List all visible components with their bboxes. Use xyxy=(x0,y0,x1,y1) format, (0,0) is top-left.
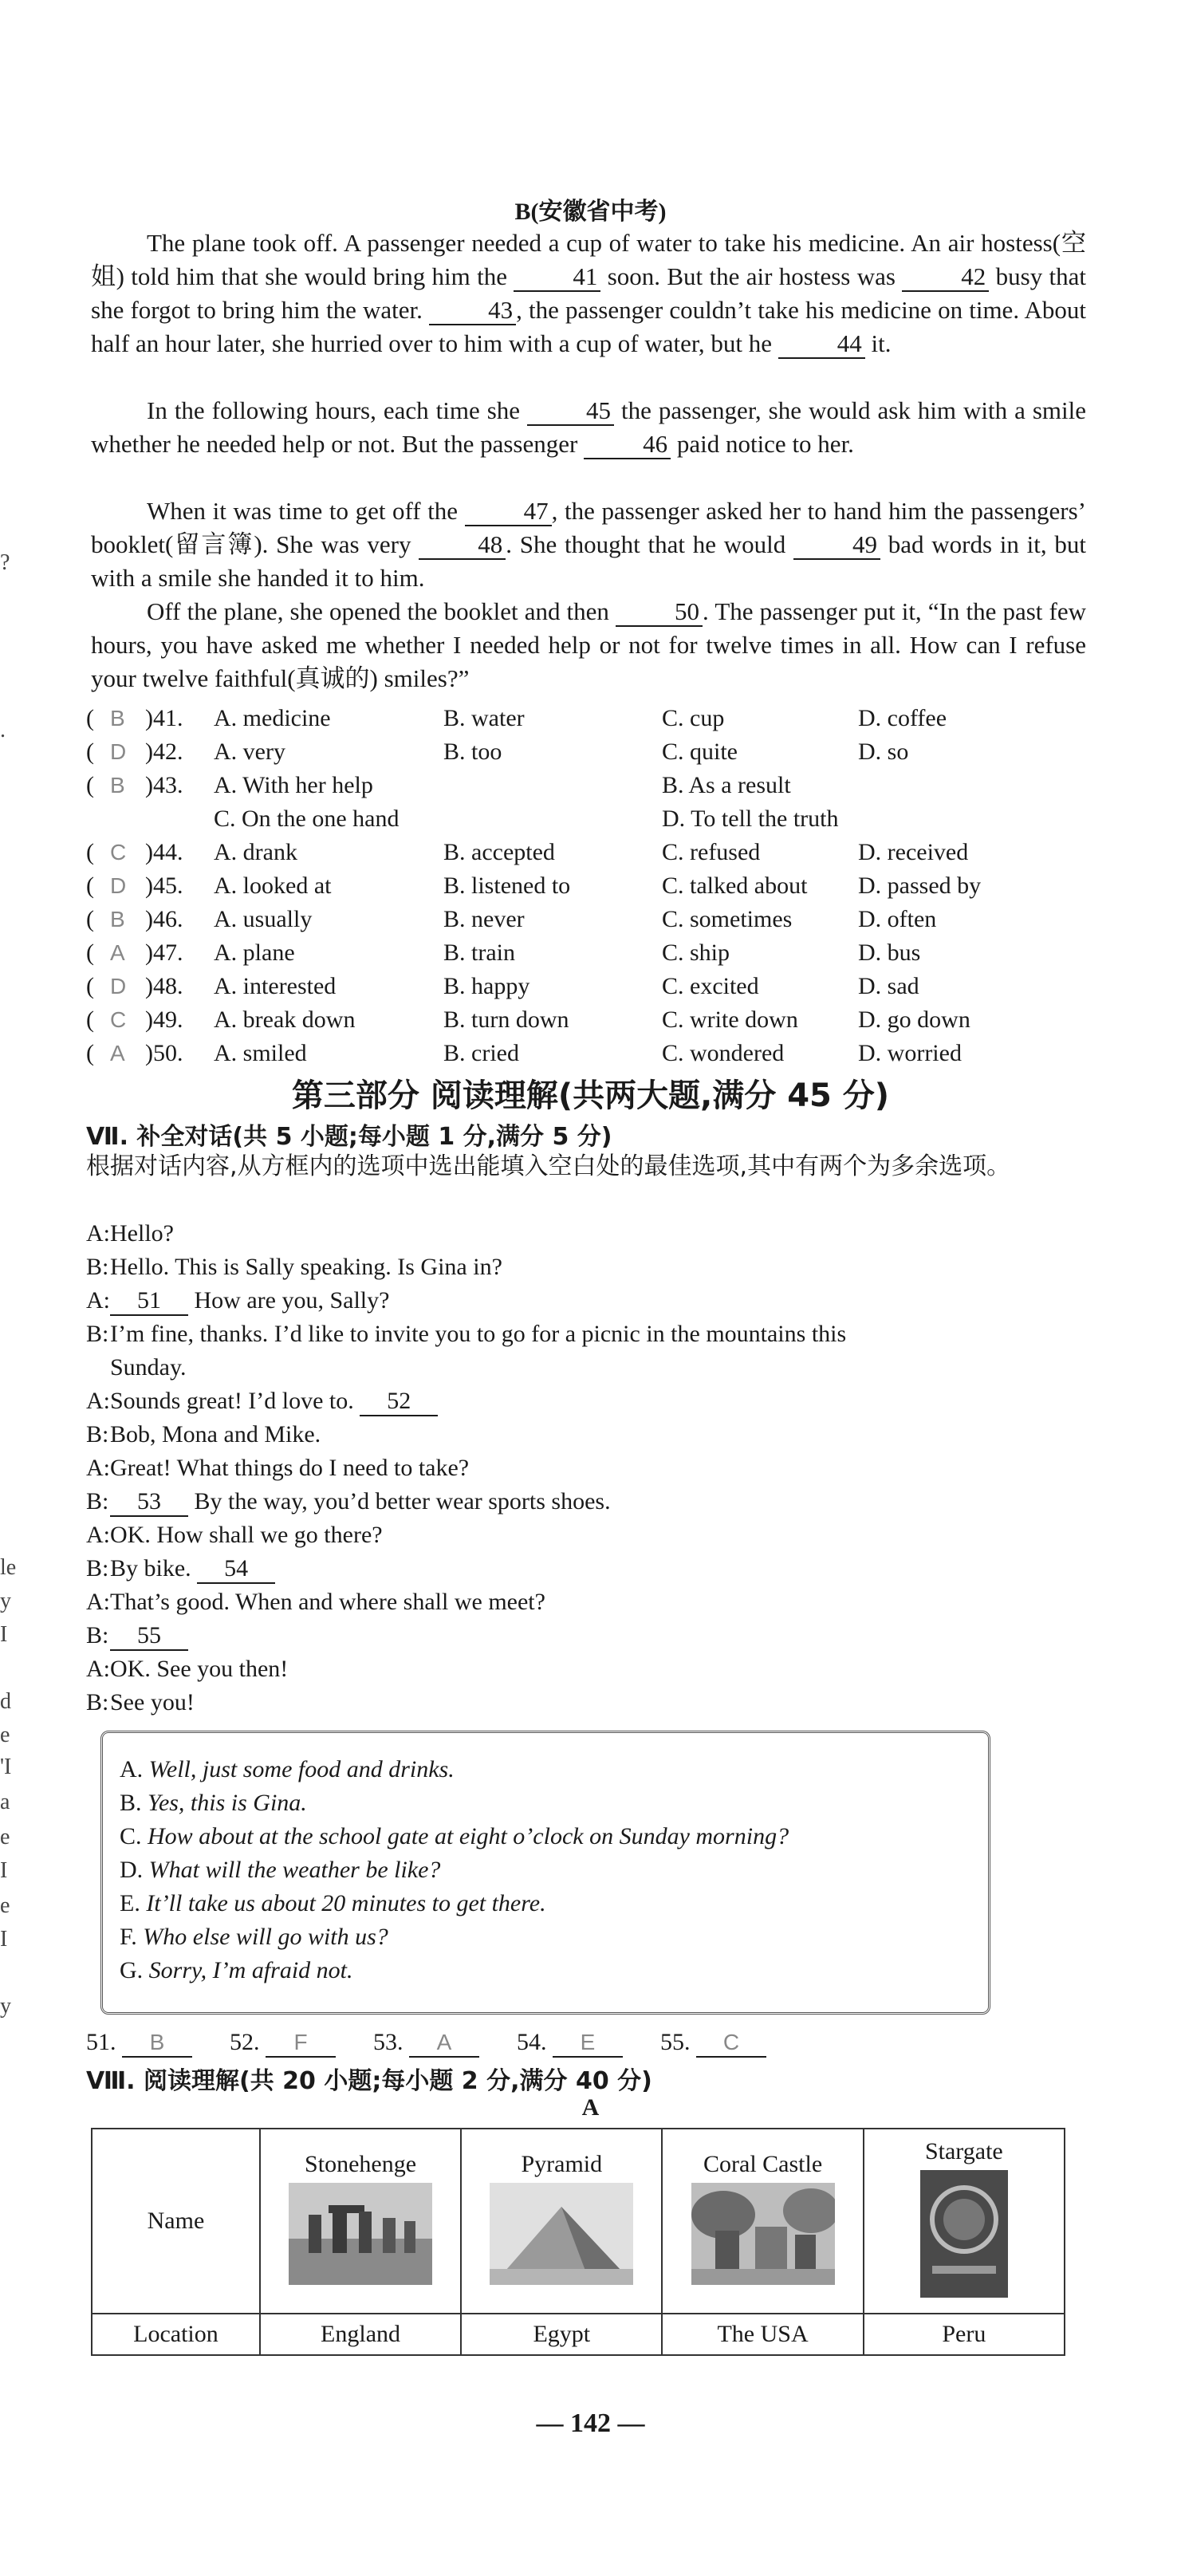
question-number: )41. xyxy=(145,705,183,731)
answer-mark: E xyxy=(553,2029,623,2058)
answer-mark: D xyxy=(110,739,127,764)
dialogue-text: Hello. This is Sally speaking. Is Gina in? xyxy=(110,1254,502,1280)
site-name: Stargate xyxy=(924,2138,1003,2164)
passage-text: the passenger, she would ask him with a smile whether he needed help or not. But the passenger xyxy=(91,396,1087,458)
answer-slot xyxy=(373,2026,479,2059)
dialogue-line xyxy=(86,1619,1091,1652)
option-text: Well, just some food and drinks. xyxy=(148,1756,455,1782)
question-row xyxy=(86,869,1091,903)
option-text: What will the weather be like? xyxy=(148,1857,441,1883)
question-option-d: D. worried xyxy=(858,1040,962,1066)
question-option-a: A. smiled xyxy=(214,1040,307,1066)
row-header-location: Location xyxy=(92,2314,260,2355)
passage-text: bad words in it, but with a smile she handed it to him. xyxy=(91,530,1087,592)
question-option-d: D. received xyxy=(858,839,969,865)
question-option-c: D. To tell the truth xyxy=(662,805,839,832)
question-row xyxy=(86,836,1091,869)
site-name: Coral Castle xyxy=(703,2151,823,2177)
question-option-a: A. interested xyxy=(214,973,337,999)
margin-mark: I xyxy=(0,1858,8,1883)
speaker: B: xyxy=(86,1321,109,1347)
dialogue-text: How are you, Sally? xyxy=(188,1287,390,1314)
question-paren: ( xyxy=(86,739,94,765)
page-number: — 142 — xyxy=(536,2409,645,2438)
question-option-b: B. water xyxy=(443,705,525,731)
wonders-table xyxy=(91,2128,1065,2356)
question-row xyxy=(86,1003,1091,1037)
question-option-b: B. happy xyxy=(443,973,530,999)
option-text: Who else will go with us? xyxy=(143,1924,388,1950)
dialogue-line xyxy=(86,1385,1091,1418)
dialogue-text: See you! xyxy=(110,1689,195,1715)
question-option-d: D. go down xyxy=(858,1006,970,1033)
margin-mark: le xyxy=(0,1555,17,1580)
question-option-a: A. usually xyxy=(214,906,313,932)
dialogue-line xyxy=(86,1686,1091,1719)
question-option-b: B. accepted xyxy=(443,839,555,865)
answer-mark: C xyxy=(110,840,127,865)
question-number: )50. xyxy=(145,1040,183,1066)
answer-number: 51. xyxy=(86,2029,122,2055)
question-row xyxy=(86,970,1091,1003)
question-row xyxy=(86,735,1091,769)
question-option-c: C. ship xyxy=(662,939,730,966)
answer-slot xyxy=(517,2026,623,2059)
question-row xyxy=(86,903,1091,936)
dialogue-text: OK. See you then! xyxy=(110,1656,289,1682)
passage-paragraph-2 xyxy=(91,394,1086,461)
question-number: )47. xyxy=(145,939,183,966)
question-option-a: A. With her help xyxy=(214,772,373,798)
question-option-b: B. train xyxy=(443,939,515,966)
blank-48: 48 xyxy=(419,531,506,560)
question-option-c: C. cup xyxy=(662,705,725,731)
dialogue-line xyxy=(86,1351,1091,1385)
section-b-heading: B(安徽省中考) xyxy=(514,199,667,225)
dialogue-text: That’s good. When and where shall we meet? xyxy=(110,1589,545,1615)
answer-number: 54. xyxy=(517,2029,553,2055)
passage-text: , the passenger asked her to hand him the passengers’ booklet(留言簿). She was very xyxy=(91,497,1087,558)
speaker: A: xyxy=(86,1522,110,1548)
dialogue-line xyxy=(86,1318,1091,1351)
dialogue-text: Sunday. xyxy=(110,1354,187,1381)
speaker: A: xyxy=(86,1287,110,1314)
passage-paragraph-4 xyxy=(91,595,1086,695)
section-7-instruction: 根据对话内容,从方框内的选项中选出能填入空白处的最佳选项,其中有两个为多余选项。 xyxy=(86,1152,1011,1180)
question-row xyxy=(86,1037,1091,1070)
blank-55: 55 xyxy=(110,1622,188,1651)
question-paren: ( xyxy=(86,973,94,999)
option-key: A. xyxy=(120,1756,149,1782)
question-row xyxy=(86,702,1091,735)
answer-number: 52. xyxy=(230,2029,266,2055)
dialogue-text: Great! What things do I need to take? xyxy=(110,1455,470,1481)
margin-mark: e xyxy=(0,1723,10,1747)
passage-text: . The passenger put it, “In the past few hours, you have asked me whether I needed help or not for twelve times in all. How can I refuse your twelve faithful(真诚的) smiles?” xyxy=(91,597,1086,692)
speaker: B: xyxy=(86,1689,109,1715)
dialogue-text: I’m fine, thanks. I’d like to invite you to go for a picnic in the mountains this xyxy=(110,1321,847,1347)
section-7-title: Ⅶ. 补全对话(共 5 小题;每小题 1 分,满分 5 分) xyxy=(86,1123,612,1151)
option-key: D. xyxy=(120,1857,149,1883)
passage-a-label: A xyxy=(581,2094,600,2121)
blank-45: 45 xyxy=(527,397,614,426)
site-location: Peru xyxy=(864,2314,1065,2355)
speaker: B: xyxy=(86,1421,109,1448)
margin-mark: e xyxy=(0,1893,10,1918)
dialogue-text: Sounds great! I’d love to. xyxy=(110,1388,360,1414)
blank-54: 54 xyxy=(197,1555,275,1584)
margin-mark: d xyxy=(0,1689,11,1714)
blank-42: 42 xyxy=(902,263,989,292)
question-number: )45. xyxy=(145,872,183,899)
passage-text: it. xyxy=(871,329,892,357)
speaker: B: xyxy=(86,1488,109,1514)
option-line xyxy=(120,1820,789,1853)
answer-mark: A xyxy=(409,2029,479,2058)
blank-44: 44 xyxy=(778,330,865,359)
site-cell-stargate xyxy=(864,2129,1065,2314)
question-option-c: C. wondered xyxy=(662,1040,785,1066)
blank-46: 46 xyxy=(584,431,671,459)
speaker: A: xyxy=(86,1388,110,1414)
question-paren: ( xyxy=(86,1040,94,1066)
option-text: Yes, this is Gina. xyxy=(148,1790,307,1816)
question-paren: ( xyxy=(86,872,94,899)
dialogue-line xyxy=(86,1451,1091,1485)
passage-text: paid notice to her. xyxy=(676,430,854,458)
question-option-c: C. quite xyxy=(662,739,738,765)
speaker: A: xyxy=(86,1220,110,1247)
speaker: A: xyxy=(86,1589,110,1615)
answer-number: 53. xyxy=(373,2029,409,2055)
site-location: England xyxy=(260,2314,461,2355)
option-line xyxy=(120,1786,307,1820)
question-option-c: C. write down xyxy=(662,1006,798,1033)
question-option-b: B. too xyxy=(443,739,502,765)
question-option-c: B. As a result xyxy=(662,772,791,798)
site-name: Pyramid xyxy=(521,2151,603,2177)
answer-mark: F xyxy=(266,2029,336,2058)
answer-mark: D xyxy=(110,974,127,998)
question-number: )48. xyxy=(145,973,183,999)
dialogue-line xyxy=(86,1652,1091,1686)
stonehenge-photo xyxy=(289,2183,432,2285)
margin-mark: ? xyxy=(0,550,10,575)
question-option-a: A. drank xyxy=(214,839,297,865)
passage-paragraph-1 xyxy=(91,226,1086,360)
dialogue-text: Bob, Mona and Mike. xyxy=(110,1421,321,1448)
blank-51: 51 xyxy=(110,1287,188,1316)
speaker: B: xyxy=(86,1622,109,1648)
option-line xyxy=(120,1853,440,1887)
answer-mark: B xyxy=(110,706,125,731)
answer-mark: A xyxy=(110,940,125,965)
question-option-a: C. On the one hand xyxy=(214,805,400,832)
question-option-b: B. cried xyxy=(443,1040,519,1066)
margin-mark: I xyxy=(0,1927,8,1952)
margin-mark: a xyxy=(0,1790,10,1814)
option-key: F. xyxy=(120,1924,144,1950)
section-8-title: Ⅷ. 阅读理解(共 20 小题;每小题 2 分,满分 40 分) xyxy=(86,2067,652,2095)
dialogue-text: By the way, you’d better wear sports shoes. xyxy=(188,1488,611,1514)
answer-slot xyxy=(660,2026,766,2059)
dialogue-line xyxy=(86,1518,1091,1552)
answer-mark: B xyxy=(110,773,125,798)
question-option-a: A. medicine xyxy=(214,705,331,731)
blank-49: 49 xyxy=(793,531,880,560)
passage-paragraph-3 xyxy=(91,494,1086,595)
margin-mark: y xyxy=(0,1589,11,1613)
passage-text: When it was time to get off the xyxy=(147,497,459,525)
dialogue-line xyxy=(86,1217,1091,1251)
answer-mark: A xyxy=(110,1041,125,1065)
option-key: B. xyxy=(120,1790,148,1816)
dialogue-line xyxy=(86,1251,1091,1284)
blank-47: 47 xyxy=(465,498,552,526)
dialogue-text: OK. How shall we go there? xyxy=(110,1522,383,1548)
question-option-c: C. refused xyxy=(662,839,761,865)
dialogue-text: Hello? xyxy=(110,1220,174,1247)
question-option-d: D. coffee xyxy=(858,705,947,731)
question-number: )49. xyxy=(145,1006,183,1033)
dialogue-line xyxy=(86,1552,1091,1585)
question-option-a: A. very xyxy=(214,739,285,765)
passage-text: soon. But the air hostess was xyxy=(607,262,896,290)
option-line xyxy=(120,1920,388,1954)
site-cell-coral-castle xyxy=(662,2129,863,2314)
option-text: It’ll take us about 20 minutes to get there. xyxy=(146,1890,546,1916)
answer-mark: C xyxy=(110,1007,127,1032)
question-row xyxy=(86,936,1091,970)
question-option-d: D. often xyxy=(858,906,937,932)
question-option-d: D. bus xyxy=(858,939,921,966)
blank-50: 50 xyxy=(616,598,703,627)
blank-43: 43 xyxy=(429,297,516,325)
speaker: A: xyxy=(86,1455,110,1481)
row-header-name: Name xyxy=(92,2129,260,2314)
question-option-b: B. listened to xyxy=(443,872,571,899)
site-cell-stonehenge xyxy=(260,2129,461,2314)
dialogue-line xyxy=(86,1284,1091,1318)
dialogue-line xyxy=(86,1418,1091,1451)
site-name: Stonehenge xyxy=(305,2151,417,2177)
speaker: A: xyxy=(86,1656,110,1682)
answer-mark: D xyxy=(110,873,127,898)
answer-slot xyxy=(230,2026,336,2059)
question-number: )46. xyxy=(145,906,183,932)
passage-text: Off the plane, she opened the booklet and then xyxy=(147,597,609,625)
option-text: How about at the school gate at eight o’clock on Sunday morning? xyxy=(148,1823,789,1849)
question-option-b: B. turn down xyxy=(443,1006,569,1033)
question-option-d: D. so xyxy=(858,739,909,765)
question-option-c: C. talked about xyxy=(662,872,808,899)
option-text: Sorry, I’m afraid not. xyxy=(148,1957,353,1983)
question-row xyxy=(86,769,1091,802)
blank-53: 53 xyxy=(110,1488,188,1517)
question-option-a: A. plane xyxy=(214,939,295,966)
speaker: B: xyxy=(86,1254,109,1280)
option-line xyxy=(120,1753,455,1786)
answer-number: 55. xyxy=(660,2029,696,2055)
margin-mark: I xyxy=(0,1622,8,1647)
answer-mark: B xyxy=(122,2029,192,2058)
answer-slot xyxy=(86,2026,192,2059)
margin-mark: 'I xyxy=(0,1755,12,1779)
site-location: Egypt xyxy=(461,2314,662,2355)
question-paren: ( xyxy=(86,1006,94,1033)
passage-text: , the passenger couldn’t take his medicine on time. About half an hour later, she hurried over to him with a cup of water, but he xyxy=(91,296,1086,357)
coral-castle-photo xyxy=(691,2183,835,2285)
question-paren: ( xyxy=(86,939,94,966)
option-key: G. xyxy=(120,1957,149,1983)
question-option-a: A. break down xyxy=(214,1006,356,1033)
speaker: B: xyxy=(86,1555,109,1581)
question-paren: ( xyxy=(86,705,94,731)
question-option-a: A. looked at xyxy=(214,872,332,899)
passage-text: The plane took off. A passenger needed a cup of water to take his medicine. An air hostess(空姐) told him that she would bring him the xyxy=(91,229,1086,290)
question-paren: ( xyxy=(86,839,94,865)
question-option-c: C. sometimes xyxy=(662,906,793,932)
margin-mark: . xyxy=(0,718,6,742)
option-key: E. xyxy=(120,1890,147,1916)
question-paren: ( xyxy=(86,772,94,798)
dialogue-line xyxy=(86,1485,1091,1518)
site-location: The USA xyxy=(662,2314,863,2355)
option-line xyxy=(120,1954,353,1987)
pyramid-photo xyxy=(490,2183,633,2285)
blank-41: 41 xyxy=(514,263,600,292)
stargate-cover xyxy=(920,2170,1008,2298)
passage-text: busy that she forgot to bring him the water. xyxy=(91,262,1087,324)
question-number: )44. xyxy=(145,839,183,865)
part-three-title: 第三部分 阅读理解(共两大题,满分 45 分) xyxy=(291,1077,890,1114)
margin-mark: e xyxy=(0,1825,10,1849)
question-option-b: B. never xyxy=(443,906,525,932)
question-number: )43. xyxy=(145,772,183,798)
question-option-d: D. passed by xyxy=(858,872,982,899)
question-paren: ( xyxy=(86,906,94,932)
dialogue-text: By bike. xyxy=(110,1555,198,1581)
margin-mark: y xyxy=(0,1994,11,2019)
question-option-c: C. excited xyxy=(662,973,759,999)
blank-52: 52 xyxy=(360,1388,438,1416)
passage-text: . She thought that he would xyxy=(506,530,786,558)
passage-text: In the following hours, each time she xyxy=(147,396,521,424)
answer-mark: C xyxy=(696,2029,766,2058)
answer-mark: B xyxy=(110,907,125,932)
dialogue-line xyxy=(86,1585,1091,1619)
question-row xyxy=(86,802,1091,836)
site-cell-pyramid xyxy=(461,2129,662,2314)
question-option-d: D. sad xyxy=(858,973,919,999)
option-line xyxy=(120,1887,546,1920)
option-key: C. xyxy=(120,1823,148,1849)
question-number: )42. xyxy=(145,739,183,765)
